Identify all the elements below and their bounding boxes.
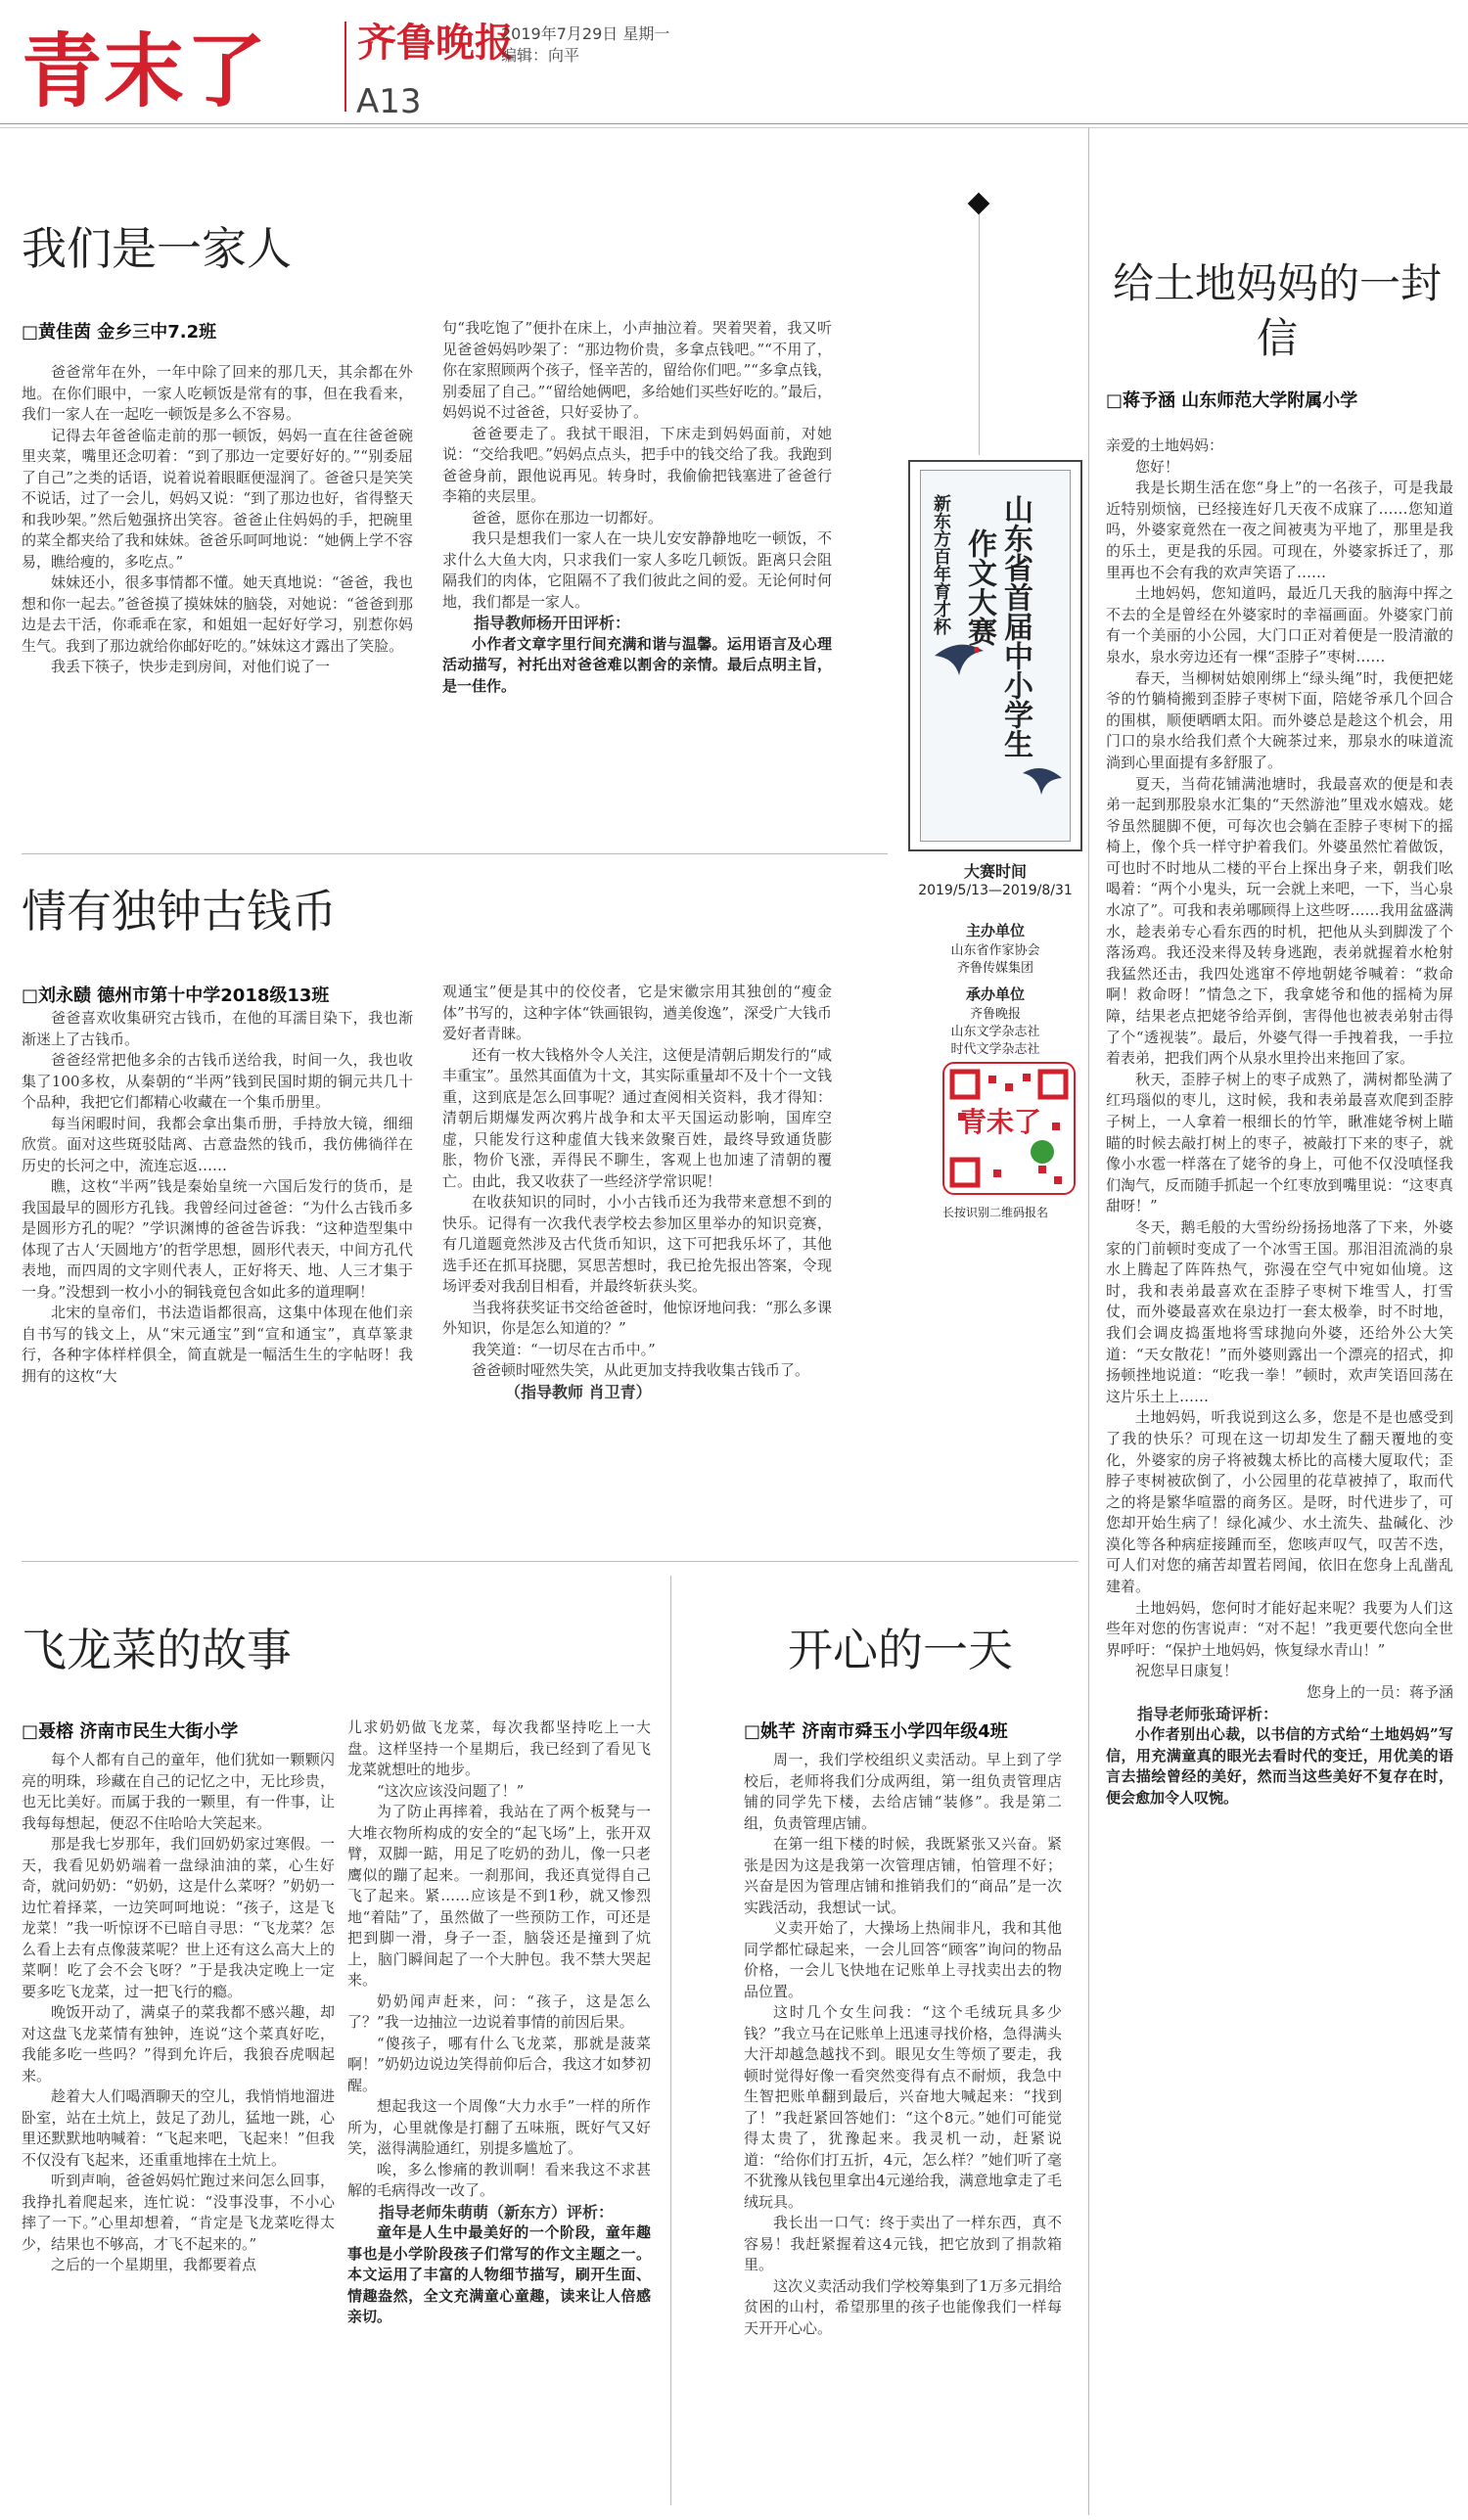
paragraph: 听到声响，爸爸妈妈忙跑过来问怎么回事，我挣扎着爬起来，连忙说：“没事没事，不小心摔了一下。”心里却想着，“肯定是飞龙菜吃得太少，结果也不够高，才飞不起来的。” (22, 2172, 335, 2253)
article-title: 给土地妈妈的一封信 (1112, 259, 1442, 362)
paragraph: 土地妈妈，听我说到这么多，您是不是也感受到了我的快乐？可现在这一切却发生了翻天覆地的变化，外婆家的房子将被魏太桥比的高楼大厦取代；歪脖子枣树被砍倒了，小公园里的花草被掉了，取而代之的将是繁华喧嚣的商务区。是呀，时代进步了，可您却开始生病了！绿化减少、水土流失、盐碱化、沙漠化等各种病症接踵而至，您咳声叹气，叹苦不迭，可人们对您的痛苦却置若罔闻，依旧在您身上乱凿乱建着。 (1106, 1408, 1453, 1596)
paragraph: 在收获知识的同时，小小古钱币还为我带来意想不到的快乐。记得有一次我代表学校去参加区里举办的知识竞赛，有几道题竟然涉及古代货币知识，这下可把我乐坏了，其他选手还在抓耳挠腮，冥思苦想时，我已抢先报出答案，令现场评委对我刮目相看，并最终斩获头奖。 (442, 1193, 832, 1295)
diamond-ornament-icon (968, 193, 990, 215)
article-body-col2 (347, 1718, 651, 2328)
qr-logo-text: 青未了 (959, 1106, 1042, 1138)
article-byline: □黄佳茵 金乡三中7.2班 (22, 322, 217, 343)
contest-name-line2: 作文大赛 (962, 528, 996, 646)
paragraph: 句“我吃饱了”便扑在床上，小声抽泣着。哭着哭着，我又听见爸爸妈妈吵架了：“那边物价贵，多拿点钱吧。”“不用了，你在家照顾两个孩子，怪辛苦的，留给你们吧。”“多拿点钱，别委屈了自己。”“留给她俩吧，多给她们买些好吃的。”最后，妈妈说不过爸爸，只好妥协了。 (442, 319, 833, 421)
article-body-col2 (442, 318, 832, 697)
paragraph: 还有一枚大钱格外令人关注，这便是清朝后期发行的“咸丰重宝”。虽然其面值为十文，其实际重量却不及十个一文钱重，这到底是怎么回事呢？通过查阅相关资料，我才得知：清朝后期爆发两次鸦片战争和太平天国运动影响，国库空虚，只能发行这种虚值大钱来敛聚百姓，最终导致通货膨胀，物价飞涨，弄得民不聊生，客观上也加速了清朝的覆亡。由此，我又收获了一些经济学常识呢！ (442, 1045, 832, 1190)
paragraph: 爸爸经常把他多余的古钱币送给我，时间一久，我也收集了100多枚，从秦朝的“半两”钱到民国时期的铜元共几十个品种，我把它们都精心收藏在一个集币册里。 (22, 1051, 413, 1111)
article-body-col1 (22, 362, 413, 678)
top-rule (0, 123, 1468, 124)
paragraph: 记得去年爸爸临走前的那一顿饭，妈妈一直在往爸爸碗里夹菜，嘴里还念叨着：“到了那边一定要好好的。”“别委屈了自己”之类的话语，说着说着眼眶便湿润了。爸爸只是笑笑不说话，过了一会儿，妈妈又说：“到了那边也好，省得整天和我吵架。”然后勉强挤出笑容。爸爸止住妈妈的手，把碗里的菜全都夹给了我和妹妹。爸爸乐呵呵地说：“她俩上学不容易，瞧给瘦的，多吃点。” (22, 426, 413, 571)
paragraph: 您好！ (1135, 457, 1180, 476)
contest-dates: 2019/5/13—2019/8/31 (918, 883, 1073, 898)
paragraph: 想起我这一个周像“大力水手”一样的所作所为，心里就像是打翻了五味瓶，既好气又好笑，滋得满脸通红，别提多尴尬了。 (347, 2097, 651, 2157)
divider (979, 210, 980, 455)
paragraph: 土地妈妈，您知道吗，最近几天我的脑海中挥之不去的全是曾经在外婆家时的幸福画面。外婆家门前有一个美丽的小公园，大门口正对着便是一股清澈的泉水，泉水旁边还有一棵“歪脖子”枣树…… (1106, 584, 1453, 665)
paragraph: 义卖开始了，大操场上热闹非凡，我和其他同学都忙碌起来，一会儿回答“顾客”询问的物品价格，一会儿飞快地在记账单上寻找卖出去的物品位置。 (744, 1919, 1062, 2000)
paragraph: 爸爸要走了。我拭干眼泪，下床走到妈妈面前，对她说：“交给我吧。”妈妈点点头，把手中的钱交给了我。我跑到爸爸身前，跟他说再见。转身时，我偷偷把钱塞进了爸爸行李箱的夹层里。 (442, 424, 832, 505)
divider (670, 1576, 671, 2505)
co-host-org: 齐鲁晚报 (969, 1007, 1021, 1022)
contest-cup: 新东方百年育才杯 (931, 494, 951, 635)
paragraph: 土地妈妈，您何时才能好起来呢？我要为人们这些年对您的伤害说声：“对不起！”我更要代您向全世界呼吁：“保护土地妈妈，恢复绿水青山！” (1106, 1598, 1453, 1659)
swallow-icon (1018, 754, 1067, 802)
paragraph: 爸爸，愿你在那边一切都好。 (472, 508, 664, 527)
paragraph: 那是我七岁那年，我们回奶奶家过寒假。一天，我看见奶奶端着一盘绿油油的菜，心生好奇，就问奶奶：“奶奶，这是什么菜呀？”奶奶一边忙着择菜，一边笑呵呵地说：“孩子，这是飞龙菜！”我一听惊讶不已暗自寻思：“飞龙菜？怎么看上去有点像菠菜呢？世上还有这么高大上的菜啊！吃了会不会飞呀？”于是我决定晚上一定要多吃飞龙菜，过一把飞行的瘾。 (22, 1835, 335, 2000)
editor-line: 编辑：向平 (501, 46, 580, 65)
paragraph: 趁着大人们喝酒聊天的空儿，我悄悄地溜进卧室，站在土炕上，鼓足了劲儿，猛地一跳，心里还默默地呐喊着：“飞起来吧，飞起来！”但我不仅没有飞起来，还重重地摔在土炕上。 (22, 2087, 335, 2169)
paragraph: 妹妹还小，很多事情都不懂。她天真地说：“爸爸，我也想和你一起去。”爸爸摸了摸妹妹的脑袋，对她说：“爸爸到那边是去干活，你乖乖在家，和姐姐一起好好学习，别惹你妈生气。我到了那边就给你邮好吃的。”妹妹这才露出了笑脸。 (22, 573, 413, 655)
paragraph: 春天，当柳树姑娘刚绑上“绿头绳”时，我便把姥爷的竹躺椅搬到歪脖子枣树下面，陪姥爷承几个回合的围棋，顺便晒晒太阳。而外婆总是趁这个机会，用门口的泉水给我们煮个大碗茶过来，那泉水的味道流淌到心里面提有多舒服了。 (1106, 668, 1453, 771)
comment-heading: 指导老师朱萌萌（新东方）评析： (379, 2202, 615, 2222)
paragraph: 我只是想我们一家人在一块儿安安静静地吃一顿饭，不求什么大鱼大肉，只求我们一家人多吃几顿饭。距离只会阻隔我们的肉体，它阻隔不了我们彼此之间的爱。无论何时何地，我们都是一家人。 (442, 529, 832, 611)
comment-heading: 指导教师杨开田评析： (474, 614, 631, 632)
time-label: 大赛时间 (963, 862, 1027, 881)
divider (1088, 127, 1089, 2515)
host-org: 山东省作家协会 (950, 943, 1040, 958)
page-number: A13 (356, 82, 422, 121)
top-rule-thin (0, 127, 1468, 128)
article-body-col2 (442, 982, 832, 1402)
paragraph: “这次应该没问题了！” (377, 1781, 525, 1800)
paragraph: 为了防止再摔着，我站在了两个板凳与一大堆衣物所构成的安全的“起飞场”上，张开双臂，双脚一踮，用足了吃奶的劲儿，像一只老鹰似的蹦了起来。一刹那间，我还真觉得自己飞了起来。紧……应该是不到1秒，就又惨烈地“着陆”了，虽然做了一些预防工作，可还是把到脚一滑，身子一歪，脑袋还是撞到了炕上，脑门瞬间起了一个大肿包。我不禁大哭起来。 (347, 1803, 651, 1989)
paragraph: 祝您早日康复！ (1135, 1662, 1239, 1680)
paragraph: 北宋的皇帝们，书法造诣都很高，这集中体现在他们亲自书写的钱文上，从“宋元通宝”到“宣和通宝”，真草篆隶行，各种字体样样俱全，简直就是一幅活生生的字帖呀！我拥有的这枚“大 (22, 1304, 413, 1385)
paragraph: 之后的一个星期里，我都要着点 (51, 2256, 257, 2273)
paragraph: 瞧，这枚“半两”钱是秦始皇统一六国后发行的货币，是我国最早的圆形方孔钱。我曾经问过爸爸：“为什么古钱币多是圆形方孔的呢？”学识渊博的爸爸告诉我：“这种造型集中体现了古人‘天圆地方’的哲学思想，圆形代表天，中间方孔代表地，而四周的文字则代表人，正好将天、地、人三才集于一身。”没想到一枚小小的铜钱竟包含如此多的道理啊！ (22, 1177, 413, 1301)
paragraph: 儿求奶奶做飞龙菜，每次我都坚持吃上一大盘。这样坚持一个星期后，我已经到了看见飞龙菜就想吐的地步。 (347, 1718, 651, 1778)
comment-heading: 指导老师张琦评析： (1137, 1704, 1279, 1723)
host-label: 主办单位 (965, 922, 1025, 939)
masthead-divider (344, 22, 346, 112)
paragraph: 爸爸常年在外，一年中除了回来的那几天，其余都在外地。在你们眼中，一家人吃顿饭是常有的事，但在我看来，我们一家人在一起吃一顿饭是多么不容易。 (22, 363, 413, 423)
paragraph: 冬天，鹅毛般的大雪纷纷扬扬地落了下来，外婆家的门前顿时变成了一个冰雪王国。那泪泪流淌的泉水上腾起了阵阵热气，弥漫在空气中宛如仙境。这时，我和表弟最喜欢在歪脖子枣树下堆雪人，打雪仗，而外婆最喜欢在泉边打一套太极拳，时不时地，我们会调皮捣蛋地将雪球抛向外婆，还给外公大笑道：“天女散花！”而外婆则露出一个漂亮的招式，抑扬顿挫地说道：“吃我一拳！”顿时，欢声笑语回荡在这片乐土上…… (1106, 1217, 1453, 1405)
paragraph: “傻孩子，哪有什么飞龙菜，那就是菠菜啊！”奶奶边说边笑得前仰后合，我这才如梦初醒。 (347, 2034, 651, 2094)
teacher-comment: 小作者文章字里行间充满和谐与温馨。运用语言及心理活动描写，衬托出对爸爸难以割舍的亲情。最后点明主旨，是一佳作。 (442, 634, 832, 695)
paragraph: 秋天，歪脖子树上的枣子成熟了，满树都坠满了红玛瑙似的枣儿，这时候，我和表弟最喜欢爬到歪脖子树上，一人拿着一根细长的竹竿，瞅准姥爷树上瞄瞄的时候去敲打树上的枣子，被敲打下来的枣子，就像小水雹一样落在了姥爷的身上，可他不仅没嗔怪我们淘气，反而随手抓起一个红枣放到嘴里说：“这枣真甜呀！” (1106, 1070, 1453, 1215)
paragraph: 亲爱的土地妈妈： (1106, 436, 1224, 454)
article-body-col1 (22, 1750, 335, 2276)
paragraph: 奶奶闻声赶来，问：“孩子，这是怎么了？”我一边抽泣一边说着事情的前因后果。 (347, 1992, 651, 2031)
paragraph: 这次义卖活动我们学校筹集到了1万多元捐给贫困的山村，希望那里的孩子也能像我们一样每天开开心心。 (744, 2276, 1062, 2337)
paragraph: 周一，我们学校组织义卖活动。早上到了学校后，老师将我们分成两组，第一组负责管理店铺的同学先下楼，去给店铺“装修”。我是第二组，负责管理店铺。 (744, 1751, 1062, 1832)
paragraph: 我长出一口气：终于卖出了一样东西，真不容易！我赶紧握着这4元钱，把它放到了捐款箱里。 (744, 2214, 1062, 2273)
paragraph: 唉，多么惨痛的教训啊！看来我这不求甚解的毛病得改一改了。 (347, 2160, 651, 2199)
paragraph: 观通宝”便是其中的佼佼者，它是宋徽宗用其独创的“瘦金体”书写的，这种字体“铁画银钩，遒美俊逸”，深受广大钱币爱好者青睐。 (442, 983, 833, 1042)
divider (22, 1561, 1078, 1562)
article-byline: □蒋予涵 山东师范大学附属小学 (1106, 390, 1358, 411)
paragraph: 爸爸顿时哑然失笑，从此更加支持我收集古钱币了。 (472, 1361, 810, 1379)
paper-name: 齐鲁晚报 (357, 20, 514, 66)
teacher-comment: 童年是人生中最美好的一个阶段，童年趣事也是小学阶段孩子们常写的作文主题之一。本文运用了丰富的人物细节描写，刷开生面、情趣盎然，全文充满童心童趣，读来让人倍感亲切。 (347, 2223, 651, 2325)
qr-caption: 长按识别二维码报名 (941, 1206, 1048, 1219)
paragraph: 每个人都有自己的童年，他们犹如一颗颗闪亮的明珠，珍藏在自己的记忆之中，无比珍贵，也无比美好。而属于我的一颗里，有一件事，让我每每想起，便忍不住哈哈大笑起来。 (22, 1751, 335, 1832)
host-org: 齐鲁传媒集团 (956, 961, 1033, 976)
article-body (1106, 435, 1453, 1809)
signoff: 您身上的一员：蒋予涵 (1306, 1683, 1453, 1702)
article-byline: □姚芊 济南市舜玉小学四年级4班 (744, 1721, 1008, 1742)
co-host-label: 承办单位 (965, 985, 1025, 1003)
paragraph: 我是长期生活在您“身上”的一名孩子，可是我最近特别烦恼，已经接连好几天夜不成寐了……您知道吗，外婆家竟然在一夜之间被夷为平地了，那里是我的乐土，更是我的乐园。可现在，外婆家拆迁了，那里再也不会有我的欢声笑语了…… (1106, 479, 1453, 581)
paragraph: 在第一组下楼的时候，我既紧张又兴奋。紧张是因为这是我第一次管理店铺，怕管理不好；兴奋是因为管理店铺和推销我们的“商品”是一次实践活动，我想试一试。 (744, 1835, 1062, 1916)
article-body-col1 (22, 1008, 413, 1387)
divider (22, 853, 888, 854)
article-body-col1 (744, 1750, 1062, 2339)
article-byline: □聂榕 济南市民生大街小学 (22, 1721, 239, 1742)
paragraph: 我丢下筷子，快步走到房间，对他们说了一 (51, 658, 331, 675)
paragraph: 这时几个女生问我：“这个毛绒玩具多少钱？”我立马在记账单上迅速寻找价格，急得满头大汗却越急越找不到。眼见女生等烦了要走，我顿时觉得好像一看突然变得有点不耐烦，我急中生智把账单翻到最后，兴奋地大喊起来：“找到了！”我赶紧回答她们：“这个8元。”她们可能觉得太贵了，犹豫起来。我灵机一动，赶紧说道：“给你们打五折，4元，怎么样？”她们听了毫不犹豫从钱包里拿出4元递给我，满意地拿走了毛绒玩具。 (744, 2003, 1062, 2211)
contest-name-line1: 山东省首届中小学生 (998, 494, 1032, 758)
article-title: 飞龙菜的故事 (22, 1624, 292, 1676)
article-title: 开心的一天 (788, 1624, 1013, 1676)
article-byline: □刘永赜 德州市第十中学2018级13班 (22, 985, 330, 1006)
article-title: 情有独钟古钱币 (22, 885, 337, 938)
paragraph: 夏天，当荷花铺满池塘时，我最喜欢的便是和表弟一起到那股泉水汇集的“天然游池”里戏水嬉戏。姥爷虽然腿脚不便，可每次也会躺在歪脖子枣树下的摇椅上，像个兵一样守护着我们。外婆虽然忙着做饭，可也时不时地从二楼的平台上探出身子来，朝我们吆喝着：“两个小鬼头，玩一会就上来吧，一下，当心泉水凉了”。可我和表弟哪顾得上这些呀……我用盆盛满水，趁表弟专心看东西的时机，把他从头到脚泼了个落汤鸡。我还没来得及转身逃跑，表弟就握着水枪射我猛然还击，我四处逃窜不停地朝姥爷喊着：“救命啊！救命呀！”情急之下，我拿姥爷和他的摇椅为屏障，结果老点把姥爷给弄倒，害得他也被表弟射击得了个“透视装”。最后，外婆气得一手拽着我，一手拉着表弟，把我们两个从泉水里拎出来拖回了家。 (1106, 774, 1453, 1068)
paragraph: 每当闲暇时间，我都会拿出集币册，手持放大镜，细细欣赏。面对这些斑驳陆离、古意盎然的钱币，我仿佛徜徉在历史的长河之中，流连忘返…… (22, 1114, 413, 1174)
issue-date: 2019年7月29日 星期一 (501, 24, 670, 43)
paragraph: 当我将获奖证书交给爸爸时，他惊讶地问我：“那么多课外知识，你是怎么知道的？” (442, 1298, 832, 1337)
teacher-comment: 小作者别出心裁，以书信的方式给“土地妈妈”写信，用充满童真的眼光去看时代的变迁，用优美的语言去描绘曾经的美好，然而当这些美好不复存在时，便会愈加令人叹惋。 (1106, 1725, 1453, 1807)
comment-heading: （指导教师 肖卫青） (505, 1382, 652, 1401)
paragraph: 我笑道：“一切尽在古币中。” (472, 1340, 656, 1358)
article-title: 我们是一家人 (22, 222, 292, 275)
section-title: 青末了 (22, 25, 269, 118)
paragraph: 晚饭开动了，满桌子的菜我都不感兴趣，却对这盘飞龙菜情有独钟，连说“这个菜真好吃，我能多吃一些吗？”得到允许后，我狼吞虎咽起来。 (22, 2003, 335, 2085)
co-host-org: 时代文学杂志社 (950, 1042, 1040, 1057)
swallow-icon (930, 626, 988, 685)
co-host-org: 山东文学杂志社 (950, 1025, 1040, 1039)
paragraph: 爸爸喜欢收集研究古钱币，在他的耳濡目染下，我也渐渐迷上了古钱币。 (22, 1009, 413, 1048)
